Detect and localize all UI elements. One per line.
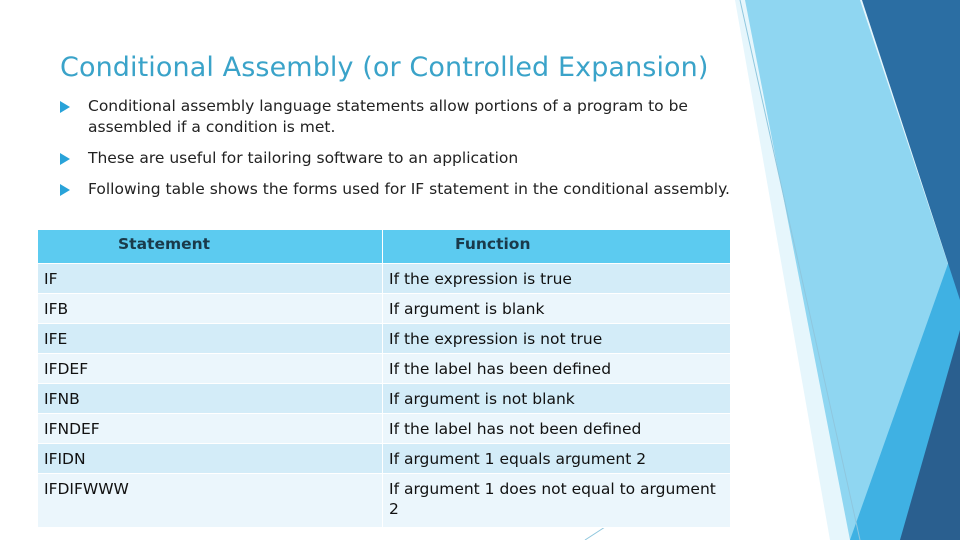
statement-cell: IFNDEF	[38, 414, 383, 444]
function-cell: If argument is blank	[383, 294, 731, 324]
triangle-bullet-icon	[60, 184, 70, 196]
triangle-bullet-icon	[60, 153, 70, 165]
table-row	[38, 444, 731, 474]
bullet-item	[60, 148, 740, 169]
bullet-text: These are useful for tailoring software to an application	[88, 149, 519, 167]
function-cell: If the label has been defined	[383, 354, 731, 384]
function-cell: If the expression is true	[383, 264, 731, 294]
function-cell: If the label has not been defined	[383, 414, 731, 444]
header-function: Function	[383, 230, 731, 264]
statement-cell: IFDEF	[38, 354, 383, 384]
bullet-list	[60, 96, 740, 210]
table-row	[38, 264, 731, 294]
bullet-text: Following table shows the forms used for IF statement in the conditional assembly.	[88, 180, 730, 198]
bullet-item	[60, 179, 740, 200]
table-row	[38, 474, 731, 528]
function-cell: If the expression is not true	[383, 324, 731, 354]
function-cell: If argument 1 equals argument 2	[383, 444, 731, 474]
function-cell: If argument 1 does not equal to argument 2	[383, 474, 731, 528]
table-row	[38, 384, 731, 414]
table-row	[38, 414, 731, 444]
slide-title: Conditional Assembly (or Controlled Expansion)	[60, 52, 709, 83]
if-statements-table	[37, 229, 731, 528]
statement-cell: IFNB	[38, 384, 383, 414]
bullet-text: Conditional assembly language statements allow portions of a program to be assembled if a condition is met.	[88, 97, 688, 136]
statement-cell: IFIDN	[38, 444, 383, 474]
statement-cell: IFE	[38, 324, 383, 354]
bullet-item	[60, 96, 740, 138]
statement-cell: IFDIFWWW	[38, 474, 383, 528]
table-row	[38, 354, 731, 384]
table-row	[38, 294, 731, 324]
statement-cell: IFB	[38, 294, 383, 324]
function-cell: If argument is not blank	[383, 384, 731, 414]
header-statement: Statement	[38, 230, 383, 264]
triangle-bullet-icon	[60, 101, 70, 113]
statement-cell: IF	[38, 264, 383, 294]
table-header-row	[38, 230, 731, 264]
table-row	[38, 324, 731, 354]
